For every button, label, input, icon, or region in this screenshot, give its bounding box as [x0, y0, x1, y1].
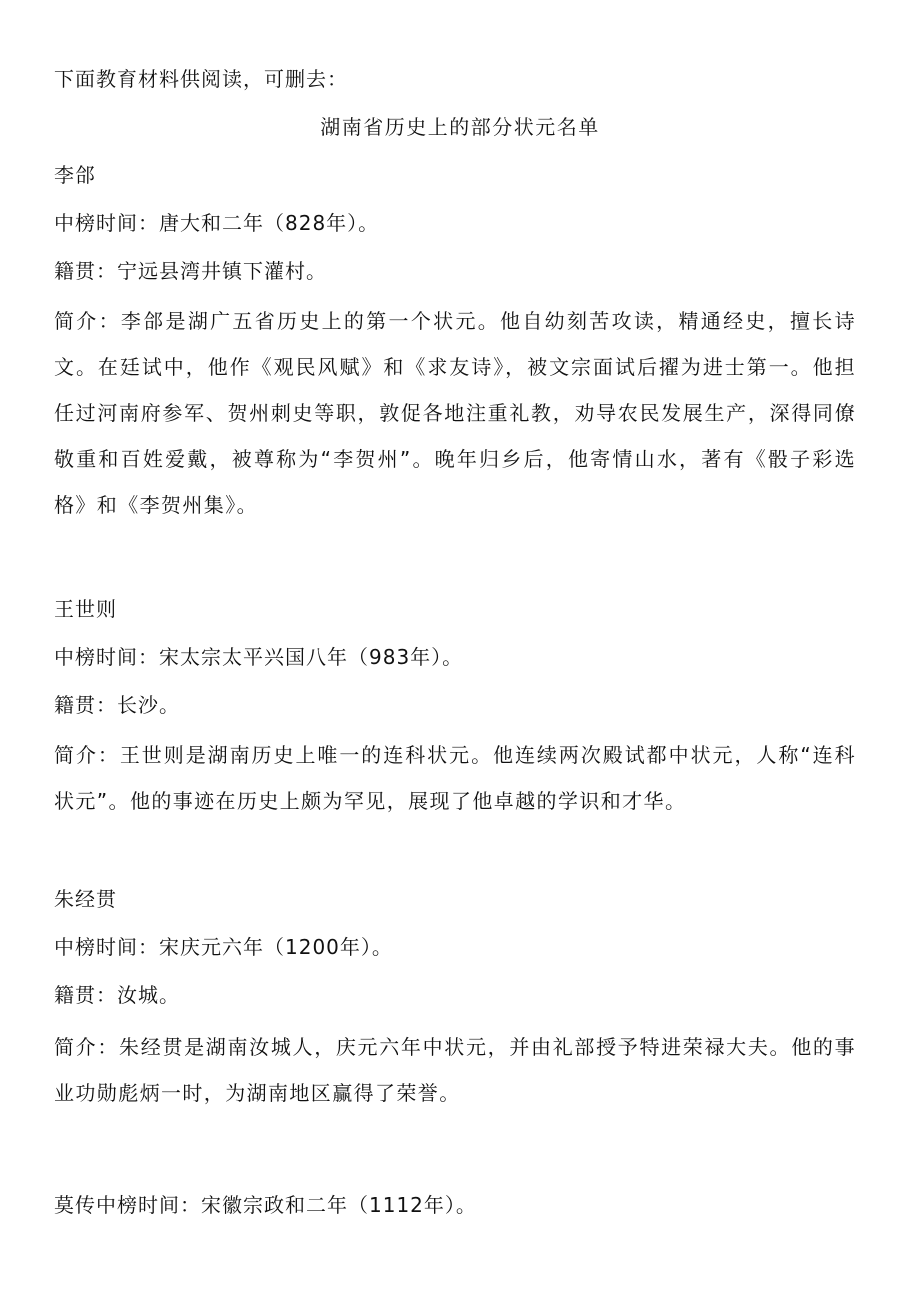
- entry-name: 朱经贯: [54, 887, 117, 911]
- entry-exam-time: 中榜时间：宋太宗太平兴国八年（983年）。: [54, 645, 464, 669]
- entry-origin: 籍贯：汝城。: [54, 983, 180, 1007]
- document-title: 湖南省历史上的部分状元名单: [320, 115, 600, 139]
- entry-biography: 简介：朱经贯是湖南汝城人，庆元六年中状元，并由礼部授予特进荣禄大夫。他的事业功勋彪炳一时，为湖南地区赢得了荣誉。: [54, 1035, 856, 1105]
- entry-name: 李郃: [54, 163, 96, 187]
- entry-origin: 籍贯：宁远县湾井镇下灌村。: [54, 259, 327, 283]
- entry-exam-time: 中榜时间：宋庆元六年（1200年）。: [54, 935, 393, 959]
- entry-exam-time: 中榜时间：唐大和二年（828年）。: [54, 211, 380, 235]
- entry-biography: 简介：李郃是湖广五省历史上的第一个状元。他自幼刻苦攻读，精通经史，擅长诗文。在廷试中，他作《观民风赋》和《求友诗》，被文宗面试后擢为进士第一。他担任过河南府参军、贺州刺史等职，敦促各地注重礼教，劝导农民发展生产，深得同僚敬重和百姓爱戴，被尊称为“李贺州”。晚年归乡后，他寄情山水，著有《骰子彩选格》和《李贺州集》。: [54, 309, 856, 517]
- entry-biography: 简介：王世则是湖南历史上唯一的连科状元。他连续两次殿试都中状元，人称“连科状元”。他的事迹在历史上颇为罕见，展现了他卓越的学识和才华。: [54, 743, 856, 813]
- entry-name: 王世则: [54, 597, 117, 621]
- entry-exam-time: 莫传中榜时间：宋徽宗政和二年（1112年）。: [54, 1193, 477, 1217]
- entry-origin: 籍贯：长沙。: [54, 693, 180, 717]
- intro-note: 下面教育材料供阅读，可删去：: [54, 67, 348, 91]
